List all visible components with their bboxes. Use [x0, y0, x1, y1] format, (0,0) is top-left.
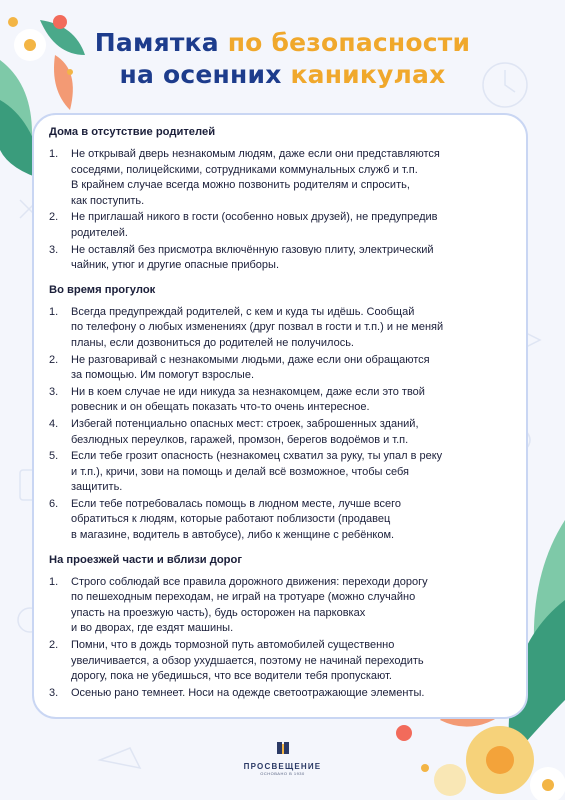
item-text: Избегай потенциально опасных мест: строек, заброшенных зданий, безлюдных переулков, гаражей, промзон, берегов водоёмов и т.п. — [71, 417, 419, 446]
list-item — [47, 449, 517, 496]
item-number: 3. — [49, 686, 59, 699]
item-number: 1. — [49, 305, 59, 318]
section-heading: На проезжей части и вблизи дорог — [49, 553, 243, 566]
publisher-logo-icon — [275, 741, 291, 755]
publisher-founded: ОСНОВАНО В 1930 — [260, 771, 305, 776]
title-part-4: каникулах — [290, 60, 446, 89]
title-part-1: Памятка — [94, 28, 219, 57]
item-number: 3. — [49, 385, 59, 398]
item-number: 3. — [49, 243, 59, 256]
item-number: 1. — [49, 575, 59, 588]
section-walks — [47, 283, 517, 544]
item-text: Не приглашай никого в гости (особенно новых друзей), не предупредив родителей. — [71, 211, 438, 239]
item-text: Если тебе потребовалась помощь в людном месте, лучше всего обратиться к людям, которые работают поблизости (продавец в магазине, водитель в автобусе), либо к женщине с ребёнком. — [71, 497, 401, 542]
list-item — [47, 686, 517, 702]
item-text: Если тебе грозит опасность (незнакомец схватил за руку, ты упал в реку и т.п.), кричи, зови на помощь и делай всё возможное, чтобы себя защитить. — [71, 450, 443, 494]
list-item — [47, 638, 517, 685]
item-text: Всегда предупреждай родителей, с кем и куда ты идёшь. Сообщай по телефону о любых изменениях (друг позвал в гости и т.п.) и не меняй планы, если дозвониться до родителей не получилось. — [71, 305, 444, 349]
list-item — [47, 575, 517, 637]
item-text: Помни, что в дождь тормозной путь автомобилей существенно увеличивается, а обзор ухудшается, поэтому не начинай переходить дорогу, пока не убедишься, что все водители тебя пропускают. — [71, 639, 424, 683]
item-number: 4. — [49, 417, 59, 430]
item-text: Не открывай дверь незнакомым людям, даже если они представляются соседями, полицейскими, сотрудниками коммунальных служб и т.п. В крайнем случае всегда можно позвонить родителям и спросить, как поступить. — [71, 148, 440, 207]
list-item — [47, 305, 517, 352]
publisher-name: ПРОСВЕЩЕНИЕ — [243, 762, 322, 771]
title-part-2: по безопасности — [227, 28, 471, 57]
list-item — [47, 147, 517, 209]
item-text: Не разговаривай с незнакомыми людьми, даже если они обращаются за помощью. Им помогут взрослые. — [71, 353, 430, 382]
section-heading: Дома в отсутствие родителей — [49, 126, 216, 138]
page-title — [0, 27, 565, 91]
publisher-logo — [0, 741, 565, 776]
list-item — [47, 417, 517, 448]
list-item — [47, 353, 517, 384]
list-item — [47, 497, 517, 544]
item-text: Осенью рано темнеет. Носи на одежде светоотражающие элементы. — [71, 686, 425, 699]
section-list — [47, 305, 517, 544]
item-number: 6. — [49, 497, 59, 510]
item-text: Не оставляй без присмотра включённую газовую плиту, электрический чайник, утюг и другие опасные приборы. — [71, 243, 434, 272]
section-heading: Во время прогулок — [49, 283, 156, 296]
list-item — [47, 243, 517, 274]
item-number: 5. — [49, 450, 59, 463]
list-item — [47, 210, 517, 241]
section-home-alone — [47, 125, 517, 274]
content-body — [47, 125, 517, 710]
list-item — [47, 385, 517, 416]
item-number: 1. — [49, 148, 59, 160]
item-number: 2. — [49, 639, 59, 652]
title-part-3: на осенних — [119, 60, 282, 89]
section-list — [47, 147, 517, 274]
item-text: Строго соблюдай все правила дорожного движения: переходи дорогу по пешеходным переходам, не играй на тротуаре (можно случайно упасть на проезжую часть), будь осторожен на парковках и во дворах, где ездят машины. — [71, 575, 428, 635]
section-list — [47, 575, 517, 702]
section-roads — [47, 553, 517, 702]
item-text: Ни в коем случае не иди никуда за незнакомцем, даже если это твой ровесник и он обещать показать что-то очень интересное. — [71, 385, 425, 414]
item-number: 2. — [49, 211, 59, 224]
item-number: 2. — [49, 353, 59, 366]
